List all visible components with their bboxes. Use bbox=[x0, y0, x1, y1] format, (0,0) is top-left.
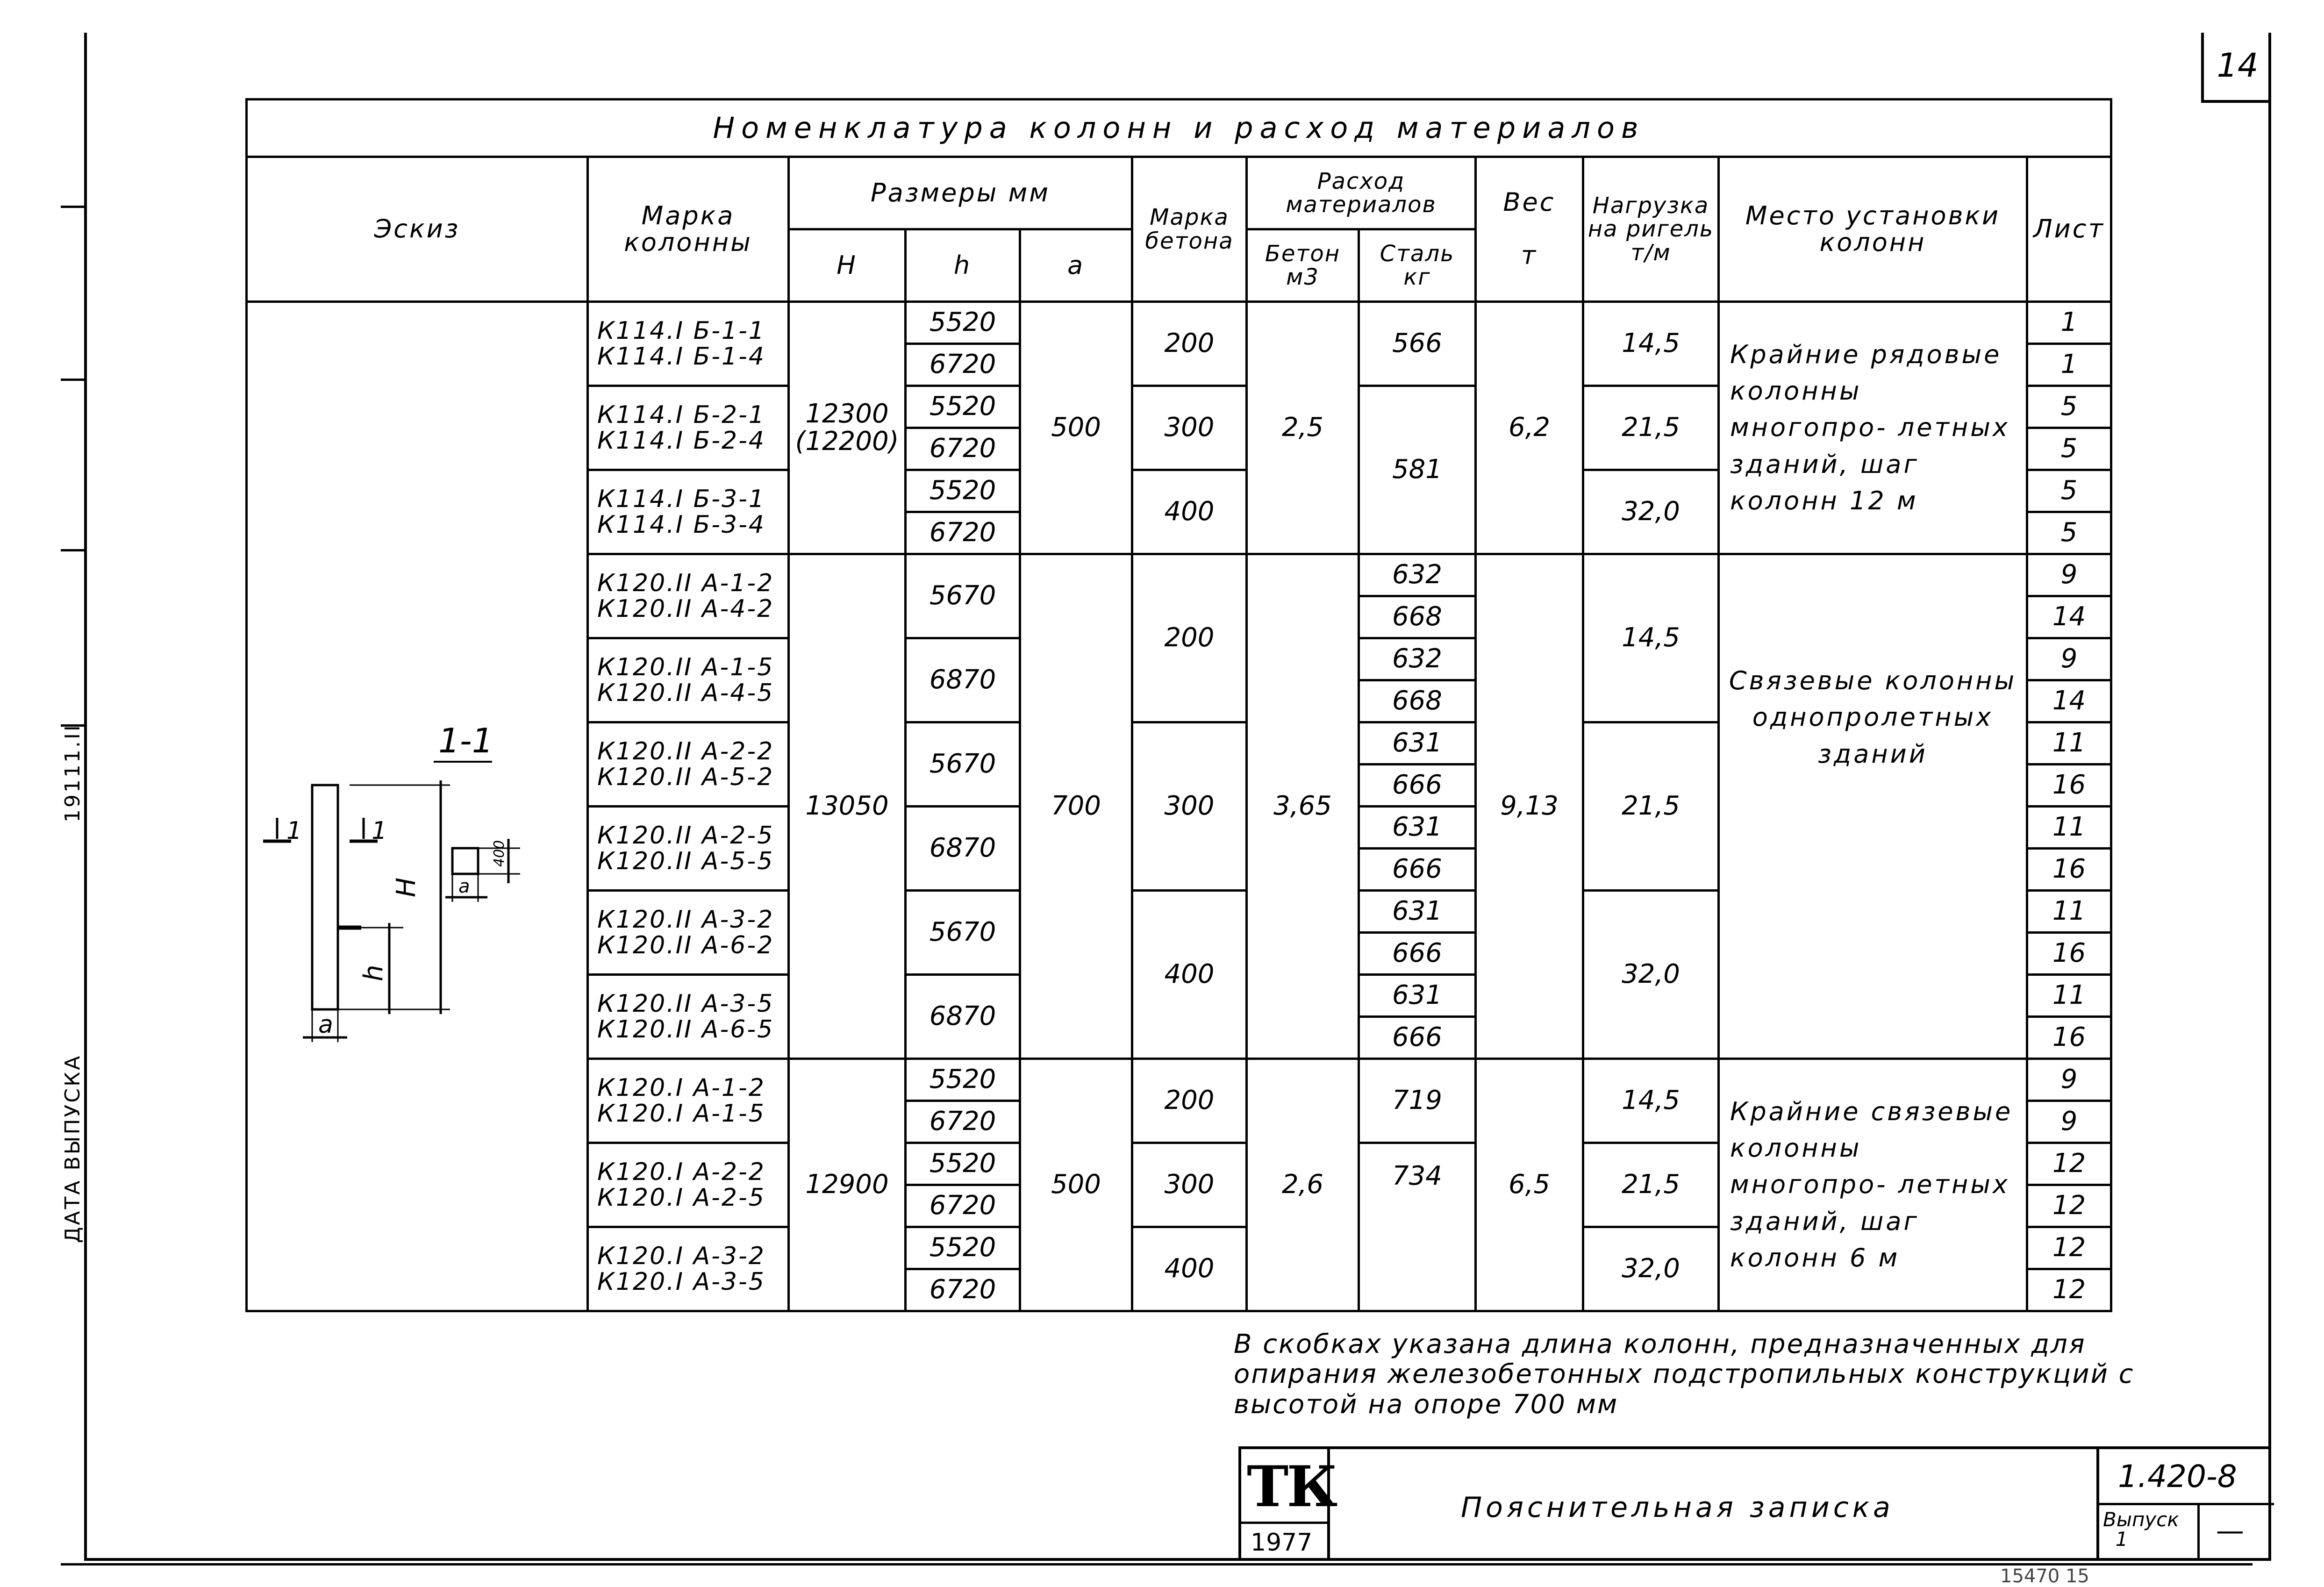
place-cell: Крайние рядовые колонны многопро- летных зданий, шаг колонн 12 м bbox=[1719, 302, 2027, 554]
issue-value: — bbox=[2216, 1515, 2244, 1547]
h-cell: 5670 bbox=[906, 891, 1020, 975]
steel-cell: 719 bbox=[1359, 1059, 1476, 1143]
issue-label: Выпуск 1 bbox=[2103, 1508, 2179, 1551]
steel-cell: 668 bbox=[1359, 680, 1476, 722]
steel-cell: 566 bbox=[1359, 302, 1476, 386]
load-cell: 32,0 bbox=[1583, 470, 1719, 554]
stamp-divider bbox=[2099, 1503, 2274, 1505]
sheet-cell: 16 bbox=[2027, 849, 2111, 891]
mark-cell: К120.II А-1-2 К120.II А-4-2 bbox=[588, 554, 789, 638]
sheet-cell: 9 bbox=[2027, 638, 2111, 680]
header-place: Место установки колонн bbox=[1719, 157, 2027, 302]
header-concrete: Бетон м3 bbox=[1247, 229, 1359, 302]
header-concrete-mark: Марка бетона bbox=[1132, 157, 1247, 302]
stamp-code-box bbox=[2096, 1449, 2274, 1561]
header-h: h bbox=[906, 229, 1020, 302]
h-cell: 5520 bbox=[906, 1227, 1020, 1269]
sheet-cell: 5 bbox=[2027, 512, 2111, 554]
steel-cell: 632 bbox=[1359, 638, 1476, 680]
header-mark: Марка колонны bbox=[588, 157, 789, 302]
concrete-mark-cell: 400 bbox=[1132, 891, 1247, 1059]
dim-label-a-section: a bbox=[458, 876, 470, 898]
load-cell: 21,5 bbox=[1583, 1143, 1719, 1227]
sheet-cell: 11 bbox=[2027, 975, 2111, 1017]
cut-label-right: 1 bbox=[371, 817, 387, 845]
H-cell: 13050 bbox=[789, 554, 906, 1059]
concrete-mark-cell: 400 bbox=[1132, 1227, 1247, 1311]
load-cell: 14,5 bbox=[1583, 554, 1719, 722]
header-sizes: Размеры мм bbox=[789, 157, 1132, 229]
stamp-title: Пояснительная записка bbox=[1461, 1491, 1894, 1524]
sheet-cell: 14 bbox=[2027, 680, 2111, 722]
steel-cell: 631 bbox=[1359, 807, 1476, 849]
concrete-cell: 3,65 bbox=[1247, 554, 1359, 1059]
cut-label-left: 1 bbox=[286, 817, 302, 845]
h-cell: 5670 bbox=[906, 554, 1020, 638]
concrete-mark-cell: 200 bbox=[1132, 1059, 1247, 1143]
sheet-cell: 9 bbox=[2027, 1059, 2111, 1101]
mark-cell: К120.II А-3-2 К120.II А-6-2 bbox=[588, 891, 789, 975]
mark-cell: К120.II А-2-5 К120.II А-5-5 bbox=[588, 807, 789, 891]
dim-label-a: a bbox=[318, 1011, 333, 1039]
load-cell: 32,0 bbox=[1583, 891, 1719, 1059]
dim-label-400: 400 bbox=[491, 840, 508, 867]
h-cell: 5670 bbox=[906, 722, 1020, 807]
mark-cell: К120.I А-1-2 К120.I А-1-5 bbox=[588, 1059, 789, 1143]
mark-cell: К120.II А-3-5 К120.II А-6-5 bbox=[588, 975, 789, 1059]
column-sketch bbox=[247, 302, 588, 1311]
concrete-mark-cell: 200 bbox=[1132, 302, 1247, 386]
sheet-number: 14 bbox=[2201, 33, 2271, 103]
weight-cell: 9,13 bbox=[1476, 554, 1583, 1059]
mark-cell: К120.II А-2-2 К120.II А-5-2 bbox=[588, 722, 789, 807]
header-sheet: Лист bbox=[2027, 157, 2111, 302]
steel-cell: 632 bbox=[1359, 554, 1476, 596]
side-label-series: 19111.II bbox=[61, 723, 85, 822]
margin-tick bbox=[61, 206, 84, 208]
mark-cell: К114.I Б-1-1 К114.I Б-1-4 bbox=[588, 302, 789, 386]
sheet-cell: 11 bbox=[2027, 891, 2111, 933]
a-cell: 500 bbox=[1020, 1059, 1132, 1311]
concrete-mark-cell: 300 bbox=[1132, 386, 1247, 470]
sheet-cell: 1 bbox=[2027, 344, 2111, 386]
load-cell: 21,5 bbox=[1583, 386, 1719, 470]
header-consumption: Расход материалов bbox=[1247, 157, 1476, 229]
H-cell: 12900 bbox=[789, 1059, 906, 1311]
h-cell: 6720 bbox=[906, 1101, 1020, 1143]
mark-cell: К114.I Б-3-1 К114.I Б-3-4 bbox=[588, 470, 789, 554]
h-cell: 6720 bbox=[906, 1269, 1020, 1311]
steel-cell: 666 bbox=[1359, 765, 1476, 807]
sheet-cell: 16 bbox=[2027, 765, 2111, 807]
mark-cell: К120.II А-1-5 К120.II А-4-5 bbox=[588, 638, 789, 722]
steel-cell: 734 bbox=[1359, 1143, 1476, 1311]
header-H: H bbox=[789, 229, 906, 302]
h-cell: 6720 bbox=[906, 428, 1020, 470]
sheet-cell: 11 bbox=[2027, 807, 2111, 849]
mark-cell: К114.I Б-2-1 К114.I Б-2-4 bbox=[588, 386, 789, 470]
stamp-logo-box bbox=[1241, 1449, 1336, 1561]
steel-cell: 581 bbox=[1359, 386, 1476, 554]
steel-cell: 666 bbox=[1359, 933, 1476, 975]
load-cell: 21,5 bbox=[1583, 722, 1719, 891]
header-a: a bbox=[1020, 229, 1132, 302]
dim-label-H: H bbox=[391, 878, 422, 898]
sheet-cell: 12 bbox=[2027, 1143, 2111, 1185]
header-load: Нагрузка на ригель т/м bbox=[1583, 157, 1719, 302]
sheet-cell: 16 bbox=[2027, 933, 2111, 975]
h-cell: 5520 bbox=[906, 386, 1020, 428]
concrete-mark-cell: 200 bbox=[1132, 554, 1247, 722]
footnote: В скобках указана длина колонн, предназначенных для опирания железобетонных подстропильных конструкций с высотой на опоре 700 мм bbox=[1234, 1329, 2135, 1420]
sheet-cell: 12 bbox=[2027, 1227, 2111, 1269]
dim-label-h: h bbox=[358, 965, 389, 982]
table-title: Номенклатура колонн и расход материалов bbox=[247, 100, 2111, 157]
place-cell: Связевые колонны однопролетных зданий bbox=[1719, 554, 2027, 1059]
steel-cell: 631 bbox=[1359, 722, 1476, 765]
header-weight: Вес т bbox=[1476, 157, 1583, 302]
margin-tick bbox=[61, 549, 84, 551]
steel-cell: 668 bbox=[1359, 596, 1476, 638]
concrete-mark-cell: 400 bbox=[1132, 470, 1247, 554]
h-cell: 6720 bbox=[906, 512, 1020, 554]
header-steel: Сталь кг bbox=[1359, 229, 1476, 302]
h-cell: 6720 bbox=[906, 1185, 1020, 1227]
bottom-edge bbox=[61, 1563, 2252, 1566]
h-cell: 5520 bbox=[906, 302, 1020, 344]
steel-cell: 631 bbox=[1359, 975, 1476, 1017]
sheet-cell: 9 bbox=[2027, 554, 2111, 596]
columns-table bbox=[245, 98, 2112, 1312]
stamp-divider bbox=[2197, 1504, 2200, 1561]
concrete-cell: 2,6 bbox=[1247, 1059, 1359, 1311]
h-cell: 5520 bbox=[906, 1143, 1020, 1185]
margin-tick bbox=[61, 379, 84, 381]
concrete-mark-cell: 300 bbox=[1132, 1143, 1247, 1227]
sheet-cell: 5 bbox=[2027, 470, 2111, 512]
load-cell: 32,0 bbox=[1583, 1227, 1719, 1311]
sheet-cell: 12 bbox=[2027, 1185, 2111, 1227]
steel-cell: 631 bbox=[1359, 891, 1476, 933]
concrete-mark-cell: 300 bbox=[1132, 722, 1247, 891]
section-label: 1-1 bbox=[438, 721, 493, 761]
title-block bbox=[1238, 1446, 2271, 1561]
sheet-cell: 11 bbox=[2027, 722, 2111, 765]
sheet-cell: 1 bbox=[2027, 302, 2111, 344]
a-cell: 500 bbox=[1020, 302, 1132, 554]
h-cell: 5520 bbox=[906, 470, 1020, 512]
steel-cell: 666 bbox=[1359, 849, 1476, 891]
weight-cell: 6,5 bbox=[1476, 1059, 1583, 1311]
place-cell: Крайние связевые колонны многопро- летных зданий, шаг колонн 6 м bbox=[1719, 1059, 2027, 1311]
steel-cell: 666 bbox=[1359, 1017, 1476, 1059]
H-cell: 12300 (12200) bbox=[789, 302, 906, 554]
stamp-divider bbox=[1241, 1522, 1327, 1524]
mark-cell: К120.I А-3-2 К120.I А-3-5 bbox=[588, 1227, 789, 1311]
sheet-cell: 12 bbox=[2027, 1269, 2111, 1311]
column-sketch-drawing bbox=[249, 430, 586, 1178]
sheet-cell: 16 bbox=[2027, 1017, 2111, 1059]
document-code: 1.420-8 bbox=[2118, 1458, 2237, 1494]
mark-cell: К120.I А-2-2 К120.I А-2-5 bbox=[588, 1143, 789, 1227]
h-cell: 6870 bbox=[906, 975, 1020, 1059]
stamp-year: 1977 bbox=[1251, 1529, 1313, 1557]
cropped-footer-text: 15470 15 bbox=[2000, 1566, 2089, 1587]
load-cell: 14,5 bbox=[1583, 302, 1719, 386]
sheet-cell: 9 bbox=[2027, 1101, 2111, 1143]
sheet-cell: 14 bbox=[2027, 596, 2111, 638]
load-cell: 14,5 bbox=[1583, 1059, 1719, 1143]
sheet-cell: 5 bbox=[2027, 386, 2111, 428]
weight-cell: 6,2 bbox=[1476, 302, 1583, 554]
h-cell: 6720 bbox=[906, 344, 1020, 386]
h-cell: 6870 bbox=[906, 807, 1020, 891]
side-label-date: ДАТА ВЫПУСКА bbox=[61, 1054, 85, 1243]
concrete-cell: 2,5 bbox=[1247, 302, 1359, 554]
a-cell: 700 bbox=[1020, 554, 1132, 1059]
h-cell: 6870 bbox=[906, 638, 1020, 722]
header-sketch: Эскиз bbox=[247, 157, 588, 302]
h-cell: 5520 bbox=[906, 1059, 1020, 1101]
tk-logo: ТК bbox=[1247, 1454, 1336, 1520]
sheet-cell: 5 bbox=[2027, 428, 2111, 470]
